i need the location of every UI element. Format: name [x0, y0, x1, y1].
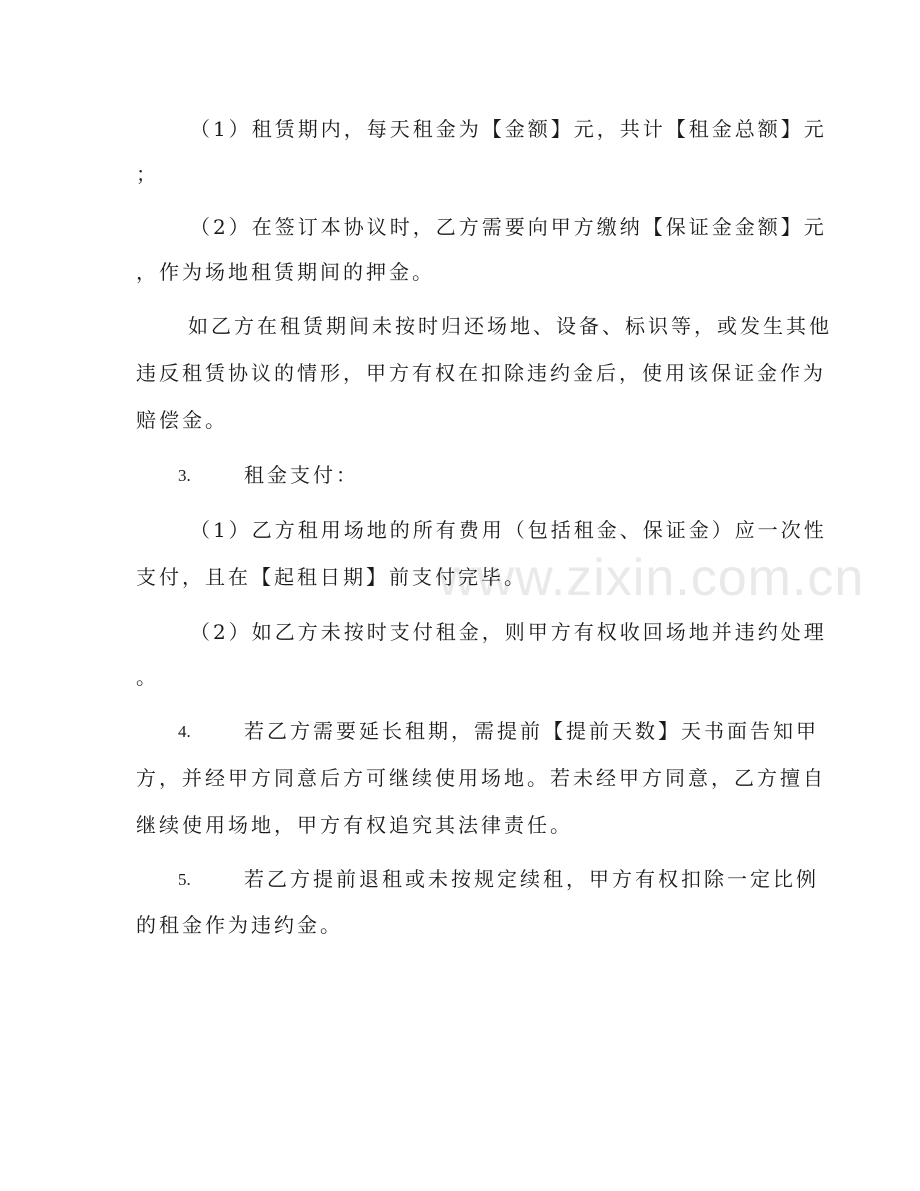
item-4-line-2: 方，并经甲方同意后方可继续使用场地。若未经甲方同意，乙方擅自: [136, 766, 826, 790]
payment-clause-1-line-1: （1）乙方租用场地的所有费用（包括租金、保证金）应一次性: [190, 518, 827, 542]
item-5-line-1: 若乙方提前退租或未按规定续租，甲方有权扣除一定比例: [244, 867, 819, 891]
item-4-line-1: 若乙方需要延长租期，需提前【提前天数】天书面告知甲: [244, 719, 819, 743]
item-5-number: 5.: [178, 870, 191, 889]
deposit-use-line-3: 赔偿金。: [136, 408, 228, 432]
deposit-clause-line-2: ，作为场地租赁期间的押金。: [136, 260, 435, 284]
rent-clause-line-2: ；: [136, 162, 159, 186]
deposit-clause-line-1: （2）在签订本协议时，乙方需要向甲方缴纳【保证金金额】元: [190, 215, 827, 239]
item-4-number: 4.: [178, 722, 191, 741]
deposit-use-line-1: 如乙方在租赁期间未按时归还场地、设备、标识等，或发生其他: [188, 314, 832, 338]
payment-clause-2-line-1: （2）如乙方未按时支付租金，则甲方有权收回场地并违约处理: [190, 620, 827, 644]
watermark-text: www.zixin.com.cn: [438, 549, 865, 607]
item-3-number: 3.: [178, 466, 191, 485]
payment-clause-1-line-2: 支付，且在【起租日期】前支付完毕。: [136, 565, 527, 589]
payment-clause-2-line-2: 。: [136, 665, 159, 689]
item-3-heading: 租金支付：: [244, 463, 359, 487]
item-5-line-2: 的租金作为违约金。: [136, 913, 343, 937]
rent-clause-line-1: （1）租赁期内，每天租金为【金额】元，共计【租金总额】元: [190, 117, 827, 141]
deposit-use-line-2: 违反租赁协议的情形，甲方有权在扣除违约金后，使用该保证金作为: [136, 361, 826, 385]
item-4-line-3: 继续使用场地，甲方有权追究其法律责任。: [136, 813, 573, 837]
